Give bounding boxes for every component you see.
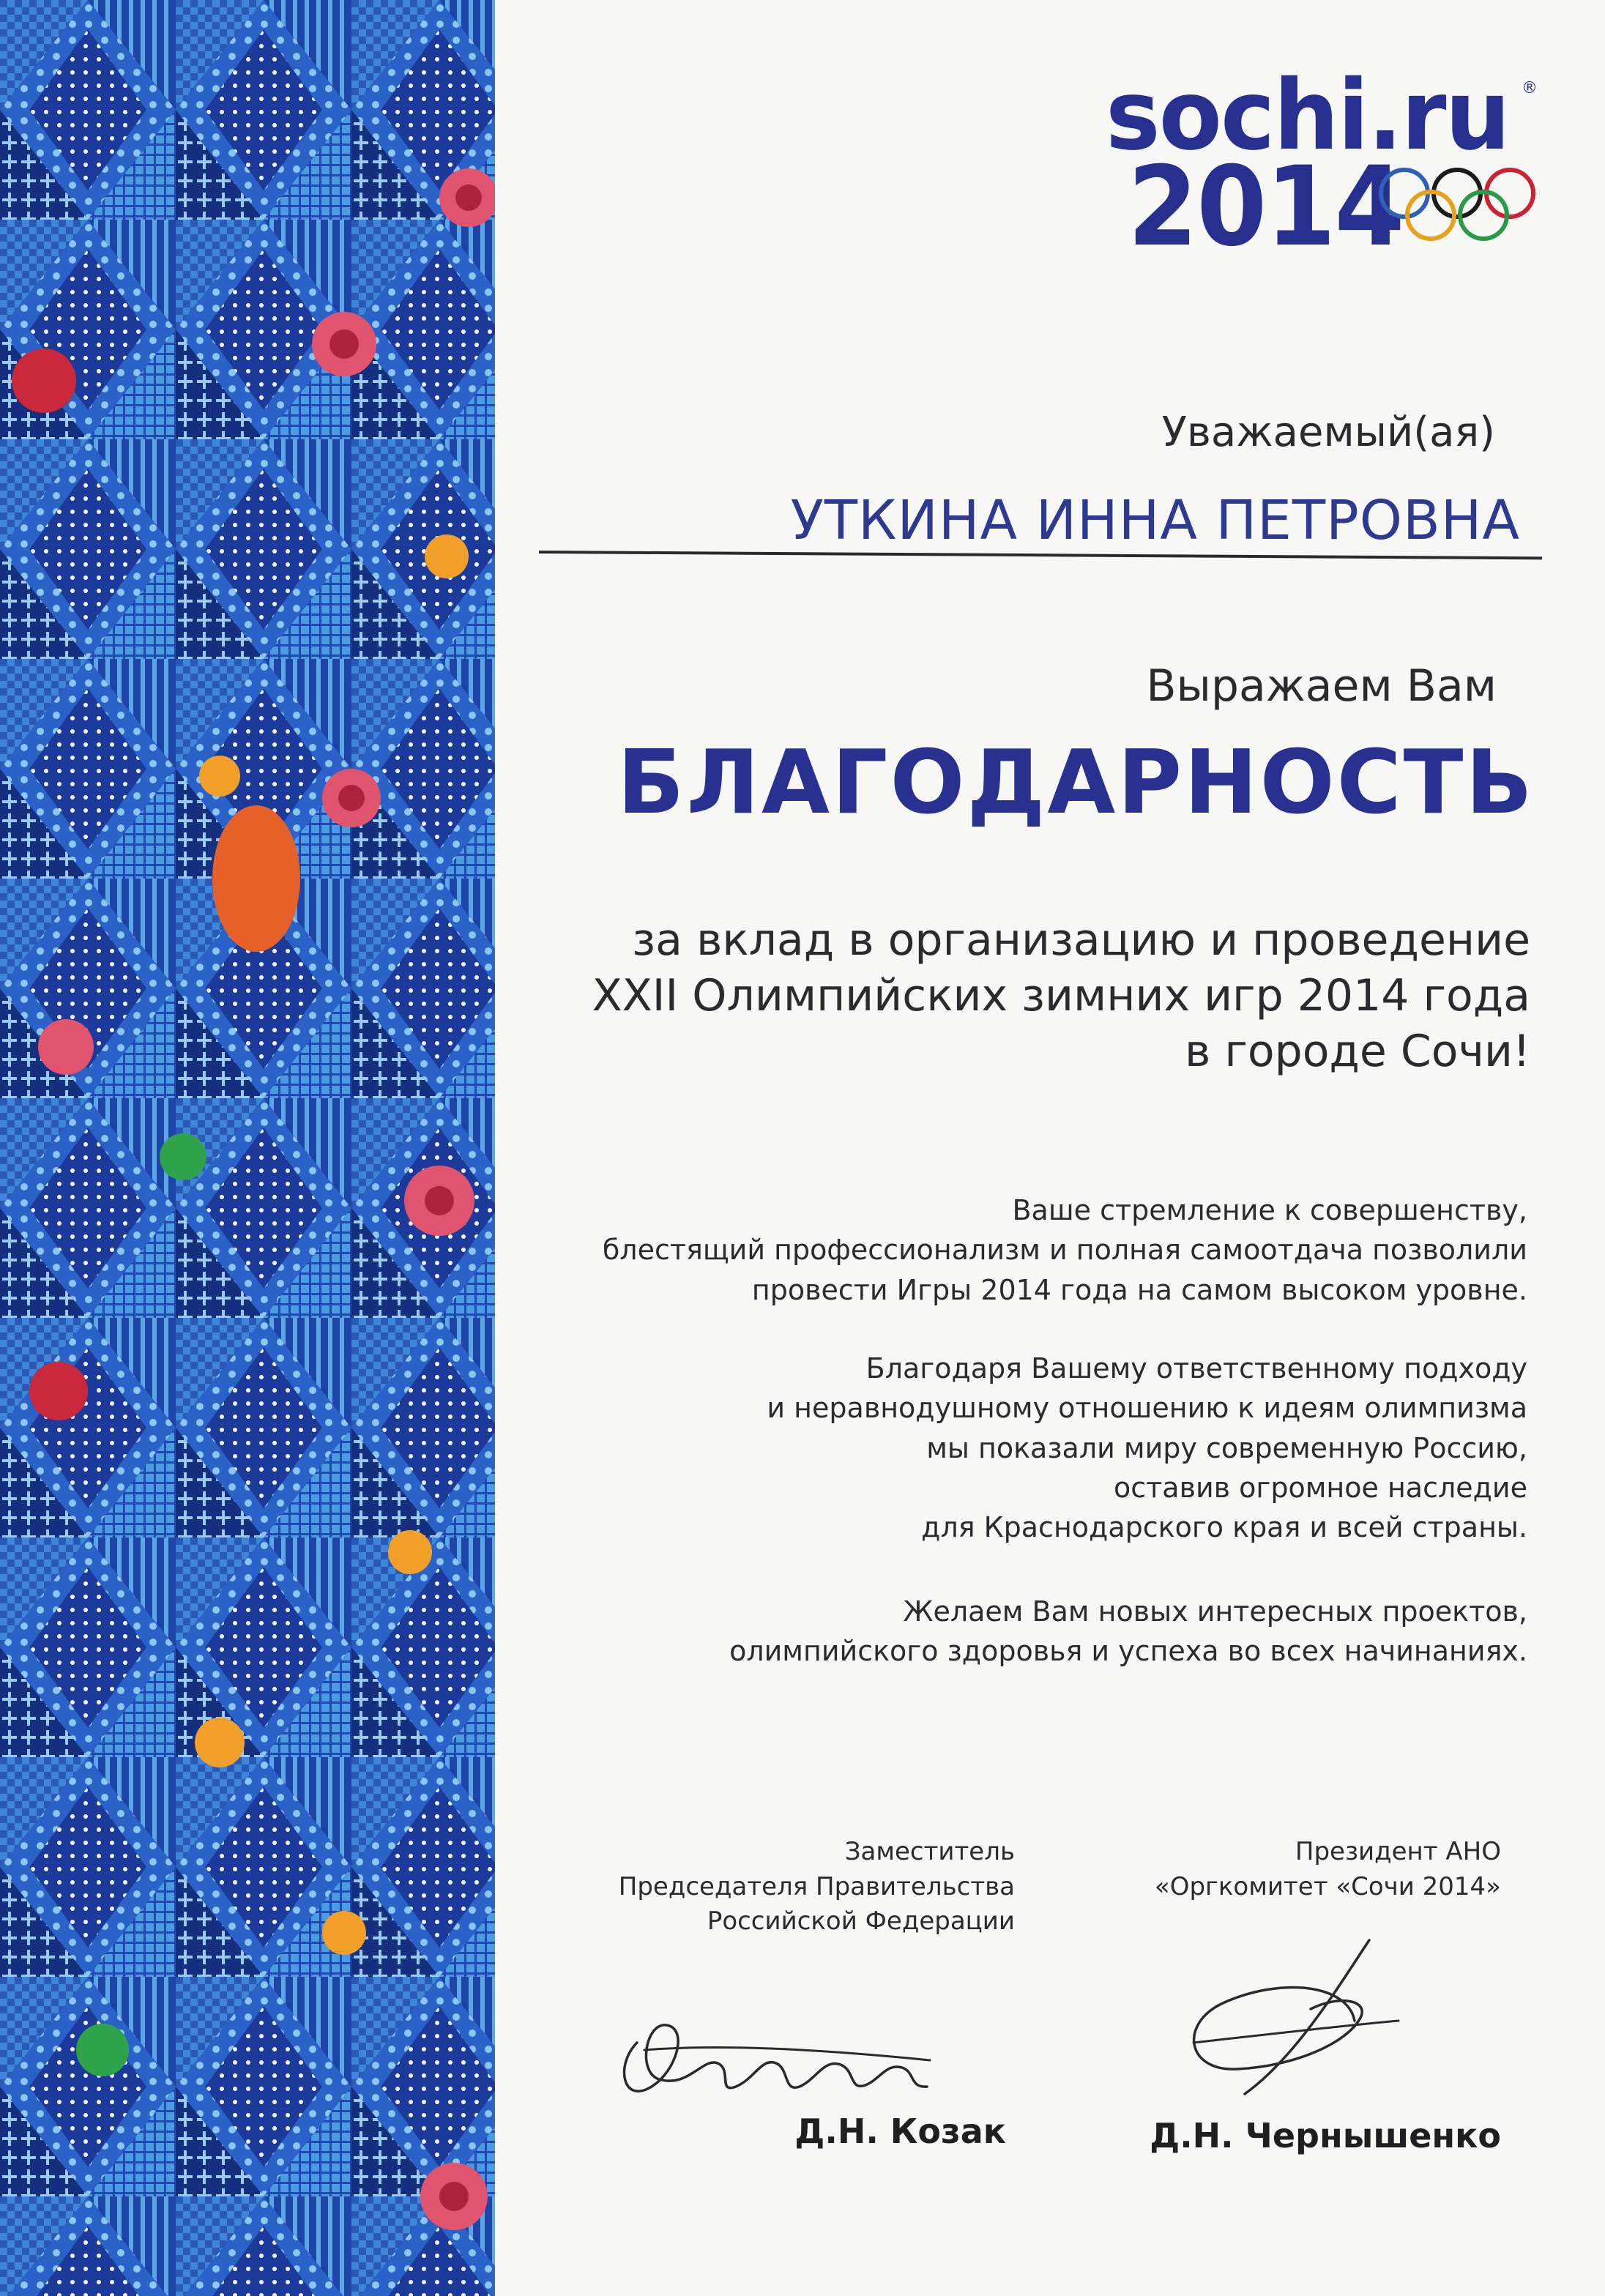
paragraph-line: для Краснодарского края и всей страны. [921, 1511, 1527, 1544]
signatory-title-line: Председателя Правительства [618, 1871, 1015, 1901]
paragraph-wishes [729, 1592, 1527, 1671]
logo-text-sochi-ru: sochi.ru [1106, 59, 1509, 172]
paragraph-legacy [767, 1349, 1527, 1548]
signatory-name-chernyshenko: Д.Н. Чернышенко [1150, 2116, 1501, 2155]
paragraph-line: и неравнодушному отношению к идеям олимпизма [767, 1392, 1527, 1425]
signatory-title-kozak [619, 1835, 1015, 1939]
signature-kozak [608, 1977, 945, 2123]
signatory-title-line: Российской Федерации [707, 1906, 1015, 1937]
purpose-line: в городе Сочи! [1184, 1026, 1530, 1078]
registered-mark: ® [1522, 79, 1538, 97]
paragraph-line: оставив огромное наследие [1114, 1471, 1527, 1504]
express-line: Выражаем Вам [1146, 660, 1497, 712]
paragraph-line: олимпийского здоровья и успеха во всех начинаниях. [729, 1635, 1527, 1668]
signatory-name-kozak: Д.Н. Козак [794, 2112, 1006, 2151]
purpose-text [592, 912, 1530, 1080]
paragraph-excellence [603, 1190, 1527, 1310]
paragraph-line: Желаем Вам новых интересных проектов, [903, 1595, 1527, 1628]
recipient-name: УТКИНА ИННА ПЕТРОВНА [790, 489, 1520, 552]
purpose-line: за вклад в организацию и проведение [632, 914, 1530, 966]
signature-chernyshenko [1172, 1933, 1406, 2123]
purpose-line: XXII Олимпийских зимних игр 2014 года [592, 970, 1530, 1022]
signatory-title-line: Заместитель [844, 1837, 1015, 1866]
logo-text-2014: 2014 [1128, 144, 1404, 271]
signatory-title-line: Президент АНО [1295, 1837, 1501, 1866]
paragraph-line: блестящий профессионализм и полная самоотдача позволили [602, 1234, 1527, 1267]
sochi-2014-logo [1076, 59, 1545, 271]
signatory-title-chernyshenko [1155, 1835, 1501, 1904]
olympic-rings-icon [1375, 164, 1539, 245]
signatory-title-line: «Оргкомитет «Сочи 2014» [1154, 1871, 1501, 1901]
page-title: БЛАГОДАРНОСТЬ [617, 732, 1535, 834]
salutation: Уважаемый(ая) [1161, 409, 1495, 456]
decorative-pattern-strip [0, 0, 495, 2296]
paragraph-line: провести Игры 2014 года на самом высоком уровне. [751, 1273, 1527, 1306]
paragraph-line: Благодаря Вашему ответственному подходу [865, 1352, 1527, 1384]
patchwork-pattern-image [0, 0, 495, 2296]
paragraph-line: мы показали миру современную Россию, [926, 1431, 1527, 1464]
paragraph-line: Ваше стремление к совершенству, [1012, 1194, 1527, 1226]
